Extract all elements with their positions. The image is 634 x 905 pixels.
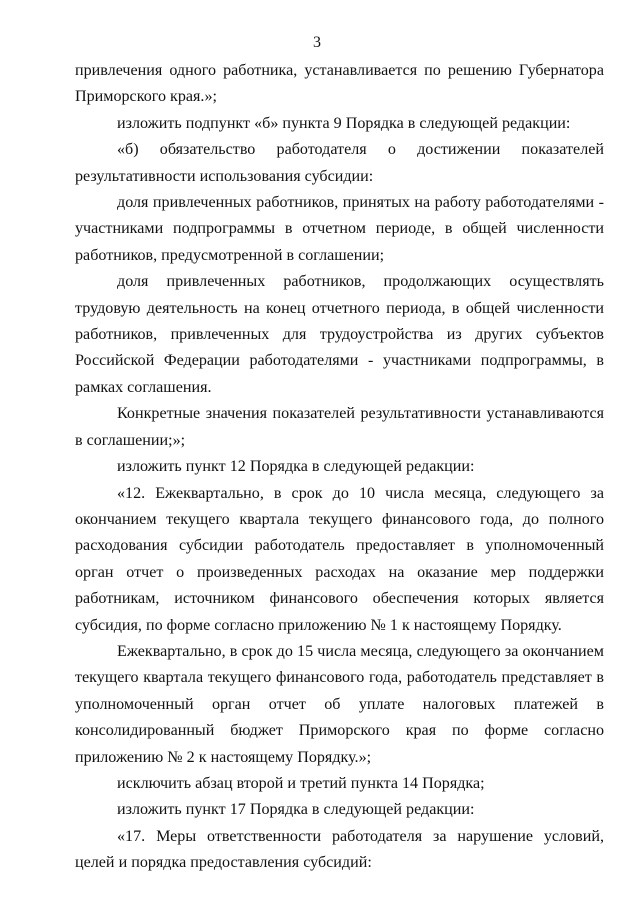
paragraph: «12. Ежеквартально, в срок до 10 числа месяца, следующего за окончанием текущего квартала текущего финансового года, до полного расходования субсидии работодатель предоставляет в уполномоченный орган отчет о произведенных расходах на оказание мер поддержки работникам, источником финансового обеспечения которых является субсидия, по форме согласно приложению № 1 к настоящему Порядку. — [75, 484, 604, 634]
page-number: 3 — [313, 34, 321, 51]
paragraph: «17. Меры ответственности работодателя за нарушение условий, целей и порядка предоставления субсидий: — [75, 827, 604, 872]
paragraph: исключить абзац второй и третий пункта 14 Порядка; — [117, 774, 485, 792]
paragraph: изложить пункт 17 Порядка в следующей редакции: — [117, 801, 475, 819]
paragraph: изложить пункт 12 Порядка в следующей редакции: — [117, 458, 475, 476]
document-body — [75, 58, 604, 877]
paragraph: доля привлеченных работников, принятых на работу работодателями - участниками подпрограммы в отчетном периоде, в общей численности работников, предусмотренной в соглашении; — [75, 194, 604, 264]
paragraph: «б) обязательство работодателя о достижении показателей результативности использования субсидии: — [75, 141, 604, 185]
paragraph: привлечения одного работника, устанавливается по решению Губернатора Приморского края.»; — [75, 62, 604, 106]
paragraph: Конкретные значения показателей результативности устанавливаются в соглашении;»; — [75, 405, 604, 449]
paragraph: изложить подпункт «б» пункта 9 Порядка в следующей редакции: — [117, 114, 571, 132]
paragraph: Ежеквартально, в срок до 15 числа месяца, следующего за окончанием текущего квартала текущего финансового года, работодатель представляет в уполномоченный орган отчет об уплате налоговых платежей в консолидированный бюджет Приморского края по форме согласно приложению № 2 к настоящему Порядку.»; — [75, 642, 604, 766]
paragraph: доля привлеченных работников, продолжающих осуществлять трудовую деятельность на конец отчетного периода, в общей численности работников, привлеченных для трудоустройства из других субъектов Российской Федерации работодателями - участниками подпрограммы, в рамках соглашения. — [75, 273, 604, 396]
